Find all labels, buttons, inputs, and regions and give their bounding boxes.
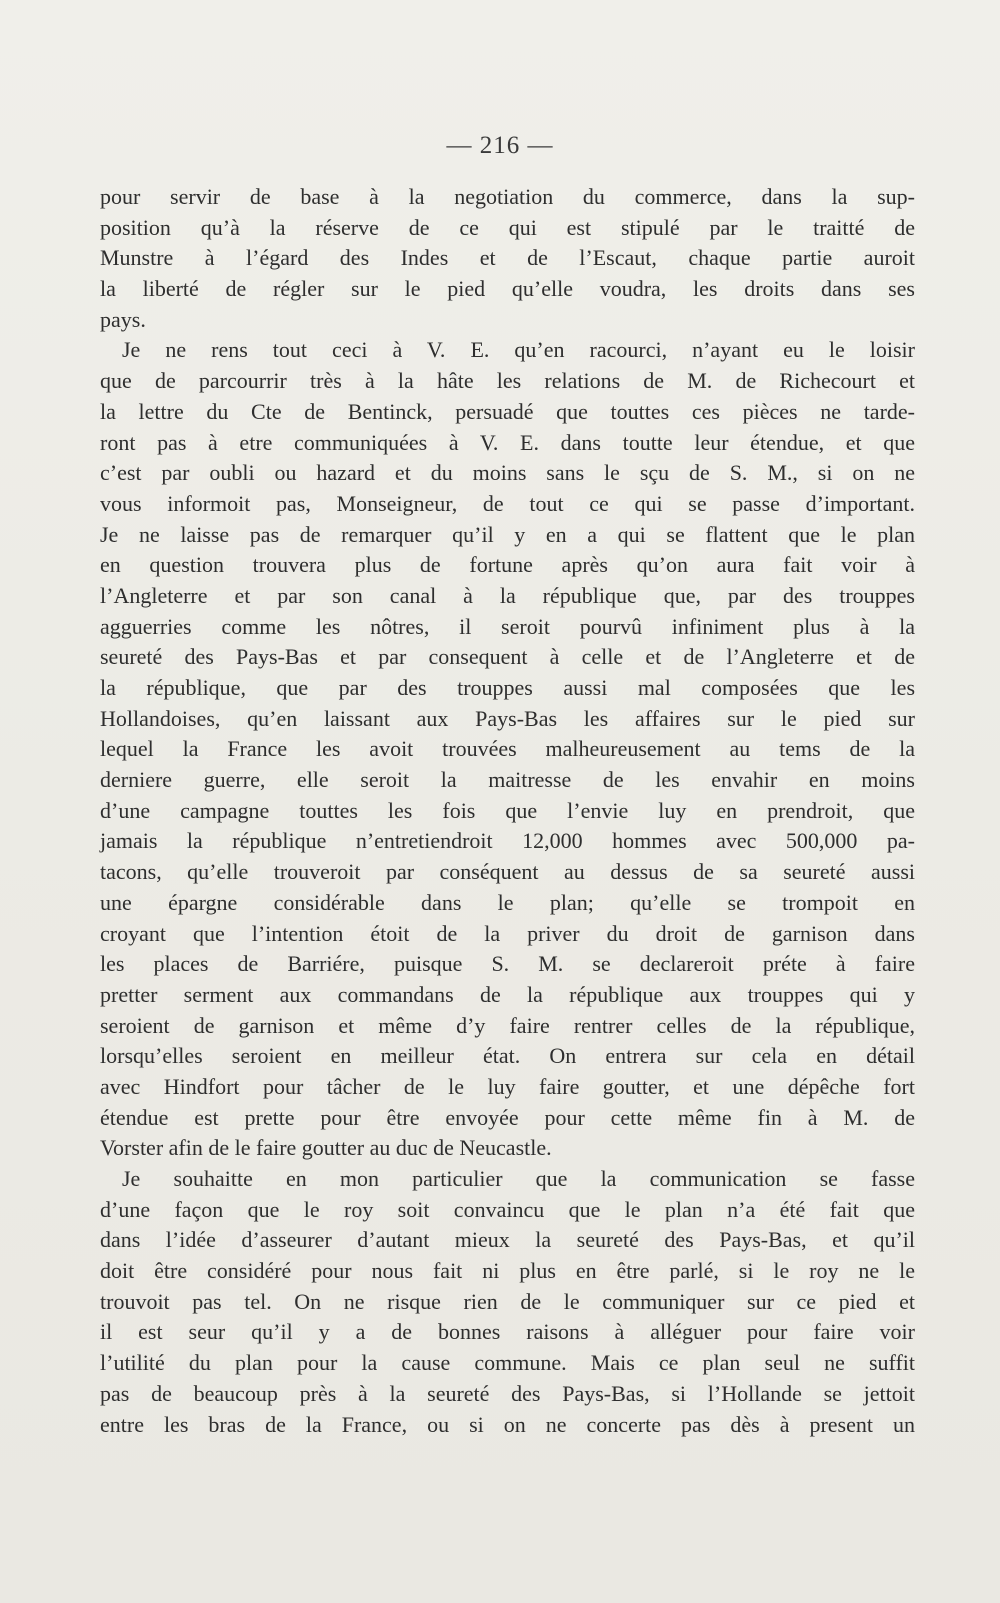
text-line: c’est par oubli ou hazard et du moins sans le sçu de S. M., si on ne: [100, 460, 915, 486]
text-line: dans l’idée d’asseurer d’autant mieux la seureté des Pays-Bas, et qu’il: [100, 1227, 915, 1253]
page-number: — 216 —: [446, 132, 554, 159]
text-line: croyant que l’intention étoit de la priver du droit de garnison dans: [100, 920, 915, 946]
text-line: ront pas à etre communiquées à V. E. dans toutte leur étendue, et que: [100, 429, 915, 455]
text-line: position qu’à la réserve de ce qui est stipulé par le traitté de: [100, 214, 915, 240]
text-line: pour servir de base à la negotiation du commerce, dans la sup-: [100, 184, 915, 209]
text-line: que de parcourrir très à la hâte les relations de M. de Richecourt et: [100, 368, 915, 394]
text-line: seureté des Pays-Bas et par consequent à celle et de l’Angleterre et de: [100, 644, 915, 670]
text-line: les places de Barriére, puisque S. M. se declareroit préte à faire: [100, 951, 915, 977]
text-line: la lettre du Cte de Bentinck, persuadé que touttes ces pièces ne tarde-: [100, 398, 915, 424]
text-line: pays.: [100, 306, 146, 332]
body-text: [100, 182, 915, 1440]
text-line: Munstre à l’égard des Indes et de l’Escaut, chaque partie auroit: [100, 245, 915, 271]
text-line: l’Angleterre et par son canal à la république que, par des trouppes: [100, 582, 915, 608]
text-line: avec Hindfort pour tâcher de le luy faire goutter, et une dépêche fort: [100, 1073, 915, 1099]
text-line: lorsqu’elles seroient en meilleur état. On entrera sur cela en détail: [100, 1043, 915, 1069]
text-line: vous informoit pas, Monseigneur, de tout ce qui se passe d’important.: [100, 490, 915, 516]
text-line: en question trouvera plus de fortune après qu’on aura fait voir à: [100, 552, 915, 578]
text-line: une épargne considérable dans le plan; qu’elle se trompoit en: [100, 889, 915, 915]
text-line: Je ne laisse pas de remarquer qu’il y en a qui se flattent que le plan: [100, 521, 915, 547]
text-line: entre les bras de la France, ou si on ne concerte pas dès à present un: [100, 1411, 915, 1437]
text-line: Je souhaitte en mon particulier que la communication se fasse: [122, 1166, 915, 1191]
text-line: d’une façon que le roy soit convaincu que le plan n’a été fait que: [100, 1196, 915, 1222]
text-line: doit être considéré pour nous fait ni plus en être parlé, si le roy ne le: [100, 1258, 915, 1284]
text-line: agguerries comme les nôtres, il seroit pourvû infiniment plus à la: [100, 613, 915, 639]
text-line: l’utilité du plan pour la cause commune. Mais ce plan seul ne suffit: [100, 1350, 915, 1376]
text-line: il est seur qu’il y a de bonnes raisons à alléguer pour faire voir: [100, 1319, 915, 1345]
text-line: Hollandoises, qu’en laissant aux Pays-Bas les affaires sur le pied sur: [100, 705, 915, 731]
text-line: seroient de garnison et même d’y faire rentrer celles de la république,: [100, 1012, 915, 1038]
text-line: d’une campagne touttes les fois que l’envie luy en prendroit, que: [100, 797, 915, 823]
text-line: Vorster afin de le faire goutter au duc de Neucastle.: [100, 1135, 552, 1161]
text-line: tacons, qu’elle trouveroit par conséquent au dessus de sa seureté aussi: [100, 859, 915, 885]
text-line: Je ne rens tout ceci à V. E. qu’en racourci, n’ayant eu le loisir: [122, 337, 915, 363]
text-line: pas de beaucoup près à la seureté des Pays-Bas, si l’Hollande se jettoit: [100, 1380, 915, 1406]
text-line: trouvoit pas tel. On ne risque rien de le communiquer sur ce pied et: [100, 1288, 915, 1314]
text-line: la liberté de régler sur le pied qu’elle voudra, les droits dans ses: [100, 276, 915, 302]
text-line: la république, que par des trouppes aussi mal composées que les: [100, 675, 915, 700]
text-line: jamais la république n’entretiendroit 12,000 hommes avec 500,000 pa-: [100, 828, 915, 854]
text-line: étendue est prette pour être envoyée pour cette même fin à M. de: [100, 1104, 915, 1130]
text-line: lequel la France les avoit trouvées malheureusement au tems de la: [100, 736, 915, 762]
text-line: pretter serment aux commandans de la république aux trouppes qui y: [100, 981, 915, 1007]
text-line: derniere guerre, elle seroit la maitresse de les envahir en moins: [100, 767, 915, 793]
